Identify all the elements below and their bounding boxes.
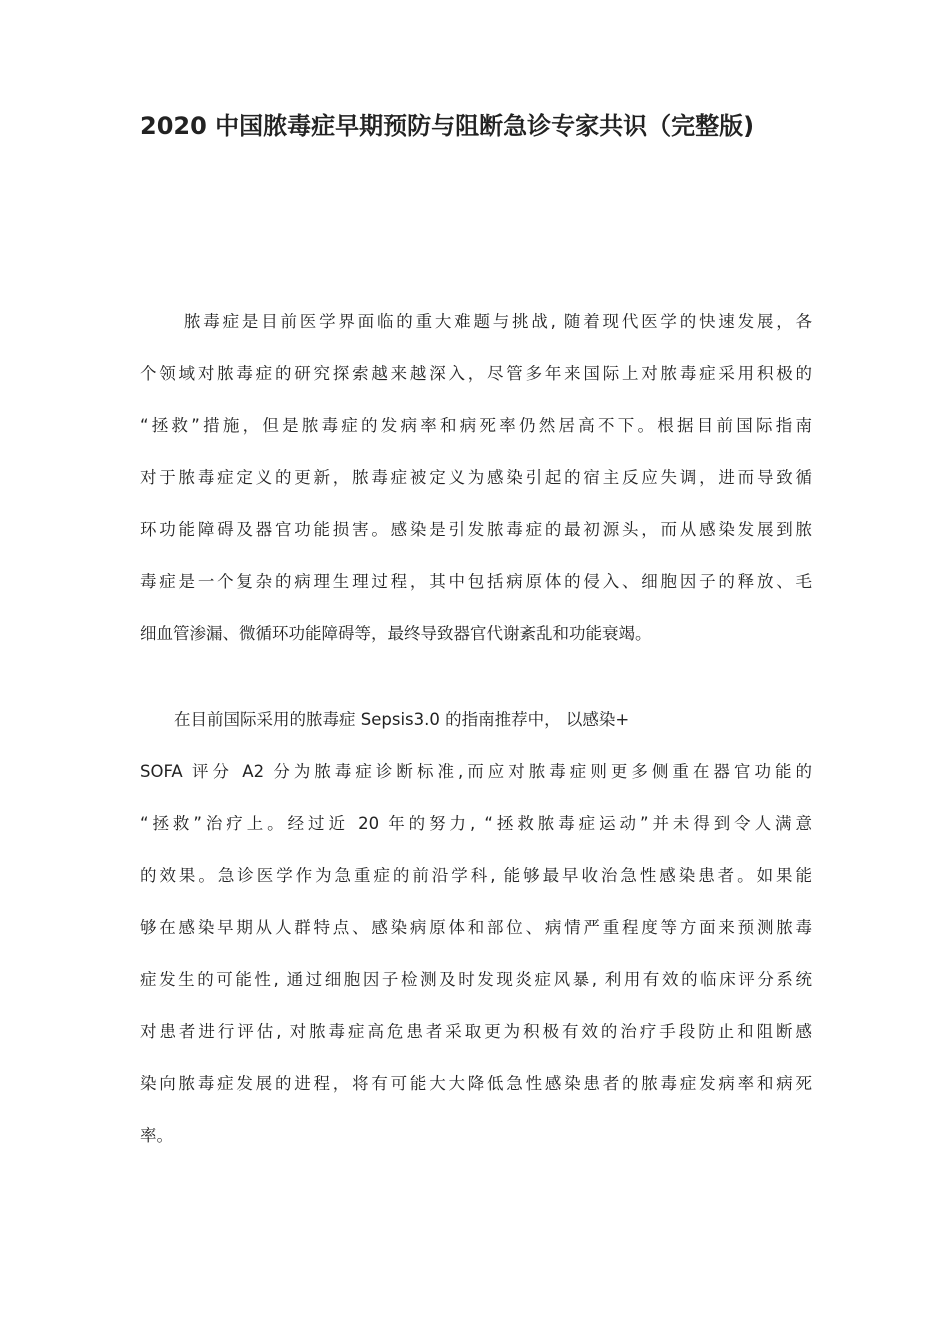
paragraph-sepsis-guideline [140, 708, 812, 1176]
paragraph-line: 够在感染早期从人群特点、感染病原体和部位、病情严重程度等方面来预测脓毒 [140, 918, 812, 937]
paragraph-line: 症发生的可能性, 通过细胞因子检测及时发现炎症风暴, 利用有效的临床评分系统 [140, 970, 812, 989]
paragraph-intro [140, 310, 812, 674]
paragraph-line: 的效果。急诊医学作为急重症的前沿学科, 能够最早收治急性感染患者。如果能 [140, 866, 812, 885]
paragraph-line: SOFA 评分 A2 分为脓毒症诊断标准,而应对脓毒症则更多侧重在器官功能的 [140, 762, 812, 781]
paragraph-line: 细血管渗漏、微循环功能障碍等，最终导致器官代谢紊乱和功能衰竭。 [140, 624, 652, 643]
paragraph-line: 毒症是一个复杂的病理生理过程，其中包括病原体的侵入、细胞因子的释放、毛 [140, 572, 812, 591]
paragraph-line: 率。 [140, 1126, 173, 1145]
paragraph-line: 染向脓毒症发展的进程，将有可能大大降低急性感染患者的脓毒症发病率和病死 [140, 1074, 812, 1093]
paragraph-line: 对患者进行评估, 对脓毒症高危患者采取更为积极有效的治疗手段防止和阻断感 [140, 1022, 812, 1041]
paragraph-line: 对于脓毒症定义的更新，脓毒症被定义为感染引起的宿主反应失调，进而导致循 [140, 468, 812, 487]
paragraph-line: 环功能障碍及器官功能损害。感染是引发脓毒症的最初源头，而从感染发展到脓 [140, 520, 812, 539]
paragraph-line: “拯救”措施，但是脓毒症的发病率和病死率仍然居高不下。根据目前国际指南 [140, 416, 812, 435]
document-title: 2020 中国脓毒症早期预防与阻断急诊专家共识（完整版) [140, 112, 755, 140]
paragraph-line: 个领域对脓毒症的研究探索越来越深入，尽管多年来国际上对脓毒症采用积极的 [140, 364, 812, 383]
paragraph-line: “拯救”治疗上。经过近 20 年的努力, “拯救脓毒症运动”并未得到令人满意 [140, 814, 812, 833]
paragraph-line: 在目前国际采用的脓毒症 Sepsis3.0 的指南推荐中， 以感染+ [174, 710, 630, 729]
paragraph-line: 脓毒症是目前医学界面临的重大难题与挑战, 随着现代医学的快速发展，各 [184, 312, 812, 331]
